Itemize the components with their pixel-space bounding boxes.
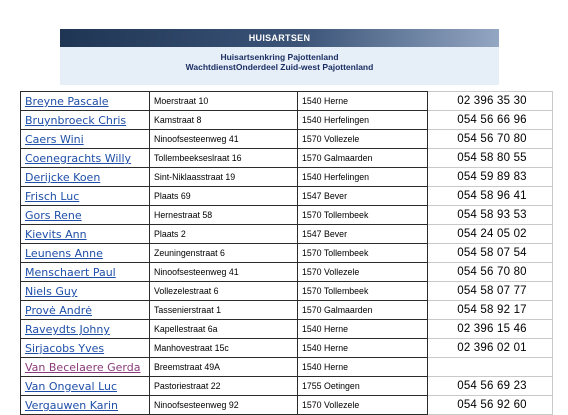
doctor-name-cell <box>21 282 150 301</box>
phone-cell: 054 56 92 60 <box>428 396 553 415</box>
street-cell: Kapellestraat 6a <box>150 320 298 339</box>
doctor-name-link[interactable]: Sirjacobs Yves <box>25 342 105 355</box>
table-row <box>21 92 553 111</box>
city-cell: 1570 Galmaarden <box>298 149 428 168</box>
doctor-name-link[interactable]: Gors Rene <box>25 209 82 222</box>
page-title: HUISARTSEN <box>60 29 499 47</box>
doctor-name-cell <box>21 168 150 187</box>
phone-cell: 054 56 70 80 <box>428 130 553 149</box>
phone-cell: 054 56 70 80 <box>428 263 553 282</box>
city-cell: 1540 Herne <box>298 358 428 377</box>
phone-cell <box>428 358 553 377</box>
doctor-name-cell <box>21 339 150 358</box>
doctor-name-cell <box>21 92 150 111</box>
street-cell: Moerstraat 10 <box>150 92 298 111</box>
table-row <box>21 206 553 225</box>
city-cell: 1540 Herfelingen <box>298 111 428 130</box>
doctor-name-link[interactable]: Raveydts Johny <box>25 323 110 336</box>
doctor-name-cell <box>21 149 150 168</box>
street-cell: Breemstraat 49A <box>150 358 298 377</box>
doctor-name-cell <box>21 187 150 206</box>
doctor-name-link[interactable]: Coenegrachts Willy <box>25 152 132 165</box>
table-row <box>21 377 553 396</box>
header-banner <box>60 29 499 85</box>
street-cell: Plaats 69 <box>150 187 298 206</box>
phone-cell: 054 56 66 96 <box>428 111 553 130</box>
city-cell: 1570 Vollezele <box>298 263 428 282</box>
doctor-name-cell <box>21 320 150 339</box>
table-row <box>21 168 553 187</box>
street-cell: Ninoofsesteenweg 41 <box>150 130 298 149</box>
doctor-name-link[interactable]: Vergauwen Karin <box>25 399 119 412</box>
street-cell: Hernestraat 58 <box>150 206 298 225</box>
doctor-name-cell <box>21 301 150 320</box>
phone-cell: 02 396 35 30 <box>428 92 553 111</box>
doctor-name-link[interactable]: Frisch Luc <box>25 190 80 203</box>
phone-cell: 054 58 07 54 <box>428 244 553 263</box>
table-row <box>21 130 553 149</box>
city-cell: 1570 Galmaarden <box>298 301 428 320</box>
doctor-name-cell <box>21 111 150 130</box>
doctor-name-link[interactable]: Menschaert Paul <box>25 266 116 279</box>
city-cell: 1570 Tollembeek <box>298 282 428 301</box>
doctor-name-cell <box>21 396 150 415</box>
phone-cell: 02 396 15 46 <box>428 320 553 339</box>
street-cell: Tassenierstraat 1 <box>150 301 298 320</box>
table-row <box>21 358 553 377</box>
table-row <box>21 396 553 415</box>
phone-cell: 054 24 05 02 <box>428 225 553 244</box>
street-cell: Sint-Niklaasstraat 19 <box>150 168 298 187</box>
table-row <box>21 187 553 206</box>
city-cell: 1570 Vollezele <box>298 130 428 149</box>
city-cell: 1540 Herne <box>298 92 428 111</box>
city-cell: 1547 Bever <box>298 225 428 244</box>
table-row <box>21 149 553 168</box>
city-cell: 1540 Herfelingen <box>298 168 428 187</box>
city-cell: 1540 Herne <box>298 320 428 339</box>
doctor-name-link[interactable]: Niels Guy <box>25 285 78 298</box>
table-row <box>21 301 553 320</box>
doctor-name-cell <box>21 130 150 149</box>
city-cell: 1570 Vollezele <box>298 396 428 415</box>
table-row <box>21 263 553 282</box>
city-cell: 1570 Tollembeek <box>298 206 428 225</box>
phone-cell: 054 58 80 55 <box>428 149 553 168</box>
doctor-name-cell <box>21 263 150 282</box>
phone-cell: 054 58 96 41 <box>428 187 553 206</box>
phone-cell: 02 396 02 01 <box>428 339 553 358</box>
doctor-name-link[interactable]: Leunens Anne <box>25 247 103 260</box>
doctor-name-link[interactable]: Bruynbroeck Chris <box>25 114 127 127</box>
organisation-name: Huisartsenkring Pajottenland <box>220 52 339 62</box>
phone-cell: 054 58 93 53 <box>428 206 553 225</box>
doctor-name-cell <box>21 244 150 263</box>
doctor-name-cell <box>21 358 150 377</box>
table-row <box>21 225 553 244</box>
street-cell: Manhovestraat 15c <box>150 339 298 358</box>
table-row <box>21 282 553 301</box>
doctor-name-link[interactable]: Van Ongeval Luc <box>25 380 118 393</box>
phone-cell: 054 59 89 83 <box>428 168 553 187</box>
street-cell: Ninoofsesteenweg 92 <box>150 396 298 415</box>
phone-cell: 054 58 07 77 <box>428 282 553 301</box>
doctor-name-cell <box>21 206 150 225</box>
doctor-name-link[interactable]: Derijcke Koen <box>25 171 101 184</box>
street-cell: Ninoofsesteenweg 41 <box>150 263 298 282</box>
doctor-name-link[interactable]: Breyne Pascale <box>25 95 109 108</box>
phone-cell: 054 56 69 23 <box>428 377 553 396</box>
phone-cell: 054 58 92 17 <box>428 301 553 320</box>
street-cell: Tollembeekseslraat 16 <box>150 149 298 168</box>
doctor-name-cell <box>21 225 150 244</box>
city-cell: 1755 Oetingen <box>298 377 428 396</box>
doctor-name-link[interactable]: Caers Wini <box>25 133 84 146</box>
subtitle: WachtdienstOnderdeel Zuid-west Pajottenland <box>185 62 374 72</box>
street-cell: Plaats 2 <box>150 225 298 244</box>
street-cell: Zeuningenstraat 6 <box>150 244 298 263</box>
table-row <box>21 339 553 358</box>
doctors-table-body <box>21 92 553 415</box>
city-cell: 1547 Bever <box>298 187 428 206</box>
street-cell: Pastoriestraat 22 <box>150 377 298 396</box>
table-row <box>21 111 553 130</box>
city-cell: 1570 Tollembeek <box>298 244 428 263</box>
doctor-name-link[interactable]: Van Becelaere Gerda <box>25 361 141 374</box>
street-cell: Vollezelestraat 6 <box>150 282 298 301</box>
doctor-name-link[interactable]: Kievits Ann <box>25 228 87 241</box>
street-cell: Kamstraat 8 <box>150 111 298 130</box>
table-row <box>21 320 553 339</box>
doctors-table <box>20 91 553 415</box>
table-row <box>21 244 553 263</box>
city-cell: 1540 Herne <box>298 339 428 358</box>
doctor-name-link[interactable]: Provė Andrė <box>25 304 92 317</box>
doctor-name-cell <box>21 377 150 396</box>
